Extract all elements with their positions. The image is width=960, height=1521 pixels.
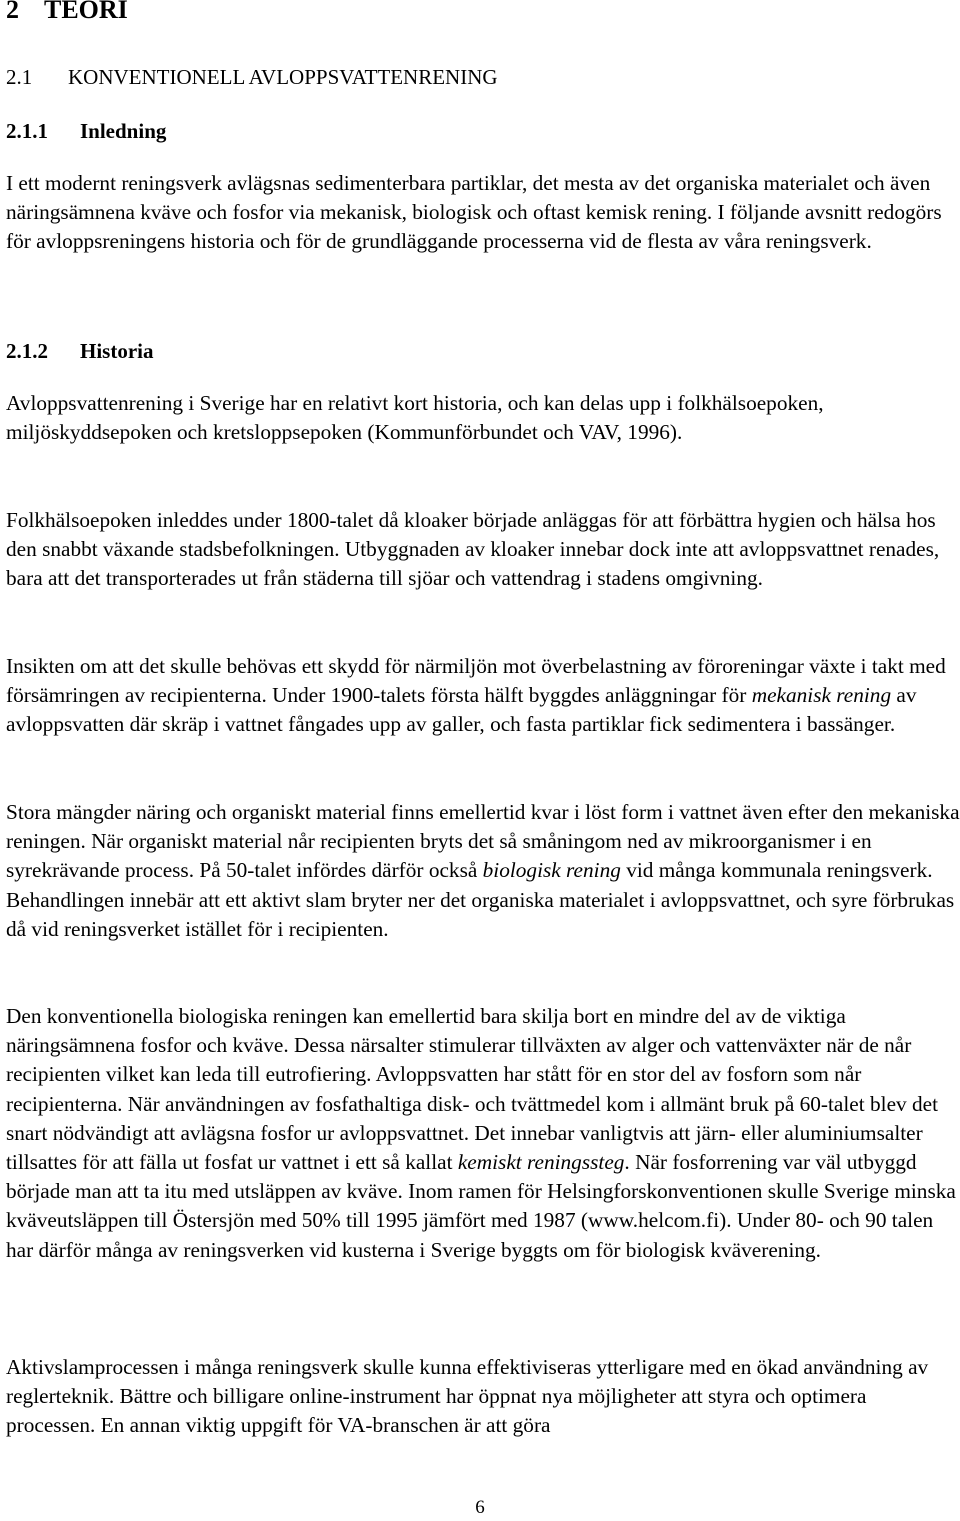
page-number: 6 xyxy=(475,1497,485,1518)
paragraph-text: av avloppsvatten där skräp i vattnet fångades upp av galler, och fasta partiklar fick sedimentera i bassänger. xyxy=(6,683,917,737)
paragraph-text: Stora mängder näring och organiskt material finns emellertid kvar i löst form i vattnet även efter den mekaniska reningen. När organiskt material når recipienten bryts det så småningom ned av mikroorganismer i en syrekrävande process. På 50-talet infördes därför också xyxy=(6,800,960,883)
paragraph-historia-2: Folkhälsoepoken inleddes under 1800-talet då kloaker började anläggas för att förbättra hygien och hälsa hos den snabbt växande stadsbefolkningen. Utbyggnaden av kloaker innebar dock inte att avloppsvattnet renades, bara att det transporterades ut från städerna till sjöar och vattendrag i stadens omgivning. xyxy=(6,508,940,591)
section-title: KONVENTIONELL AVLOPPSVATTENRENING xyxy=(68,65,498,89)
paragraph-text: Insikten om att det skulle behövas ett skydd för närmiljön mot överbelastning av föroreningar växte i takt med försämringen av recipienterna. Under 1900-talets första hälft byggdes anläggningar för xyxy=(6,654,946,708)
paragraph-historia-5 xyxy=(6,1002,960,1265)
paragraph-historia-4 xyxy=(6,798,960,944)
subsection-number: 2.1.1 xyxy=(6,119,48,143)
subsection-number: 2.1.2 xyxy=(6,339,48,363)
subsection-title: Inledning xyxy=(80,119,167,143)
emphasis-kemiskt-reningssteg: kemiskt reningssteg xyxy=(457,1150,625,1175)
subsection-title: Historia xyxy=(80,339,154,363)
paragraph-text: vid många kommunala reningsverk. Behandlingen innebär att ett aktivt slam bryter ner det organiska materialet i avloppsvattnet, och syre förbrukas då vid reningsverket istället för i recipienten. xyxy=(6,858,955,941)
paragraph-inledning: I ett modernt reningsverk avlägsnas sedimenterbara partiklar, det mesta av det organiska materialet och även näringsämnena kväve och fosfor via mekanisk, biologisk och oftast kemisk rening. I följande avsnitt redogörs för avloppsreningens historia och för de grundläggande processerna vid de flesta av våra reningsverk. xyxy=(6,171,942,254)
chapter-number: 2 xyxy=(6,0,19,24)
paragraph-historia-3 xyxy=(6,652,960,740)
subsection-heading-historia xyxy=(6,336,154,366)
paragraph-historia-1: Avloppsvattenrening i Sverige har en relativt kort historia, och kan delas upp i folkhälsoepoken, miljöskyddsepoken och kretsloppsepoken (Kommunförbundet och VAV, 1996). xyxy=(6,391,824,445)
chapter-heading xyxy=(6,0,128,28)
emphasis-mekanisk-rening: mekanisk rening xyxy=(751,683,892,708)
paragraph-text: Den konventionella biologiska reningen kan emellertid bara skilja bort en mindre del av de viktiga näringsämnena fosfor och kväve. Dessa närsalter stimulerar tillväxten av alger och vattenväxter när de når recipienten vilket kan leda till eutrofiering. Avloppsvatten har stått för en stor del av fosforn som når recipienterna. När användningen av fosfathaltiga disk- och tvättmedel kom i allmänt bruk på 60-talet blev det snart nödvändigt att avlägsna fosfor ur avloppsvattnet. Det innebar vanligtvis att järn- eller aluminiumsalter tillsattes för att fälla ut fosfat ur vattnet i ett så kallat xyxy=(6,1004,939,1175)
subsection-heading-inledning xyxy=(6,116,166,146)
section-heading xyxy=(6,62,498,92)
paragraph-historia-6: Aktivslamprocessen i många reningsverk skulle kunna effektiviseras ytterligare med en ökad användning av reglerteknik. Bättre och billigare online-instrument har öppnat nya möjligheter att styra och optimera processen. En annan viktig uppgift för VA-branschen är att göra xyxy=(6,1355,929,1438)
emphasis-biologisk-rening: biologisk rening xyxy=(482,858,621,883)
section-number: 2.1 xyxy=(6,65,33,89)
paragraph-text: . När fosforrening var väl utbyggd började man att ta itu med utsläppen av kväve. Inom ramen för Helsingforskonventionen skulle Sverige minska kväveutsläppen till Östersjön med 50% till 1995 jämfört med 1987 (www.helcom.fi). Under 80- och 90 talen har därför många av reningsverken vid kusterna i Sverige byggts om för biologisk kväverening. xyxy=(6,1150,956,1262)
chapter-title: TEORI xyxy=(44,0,128,24)
